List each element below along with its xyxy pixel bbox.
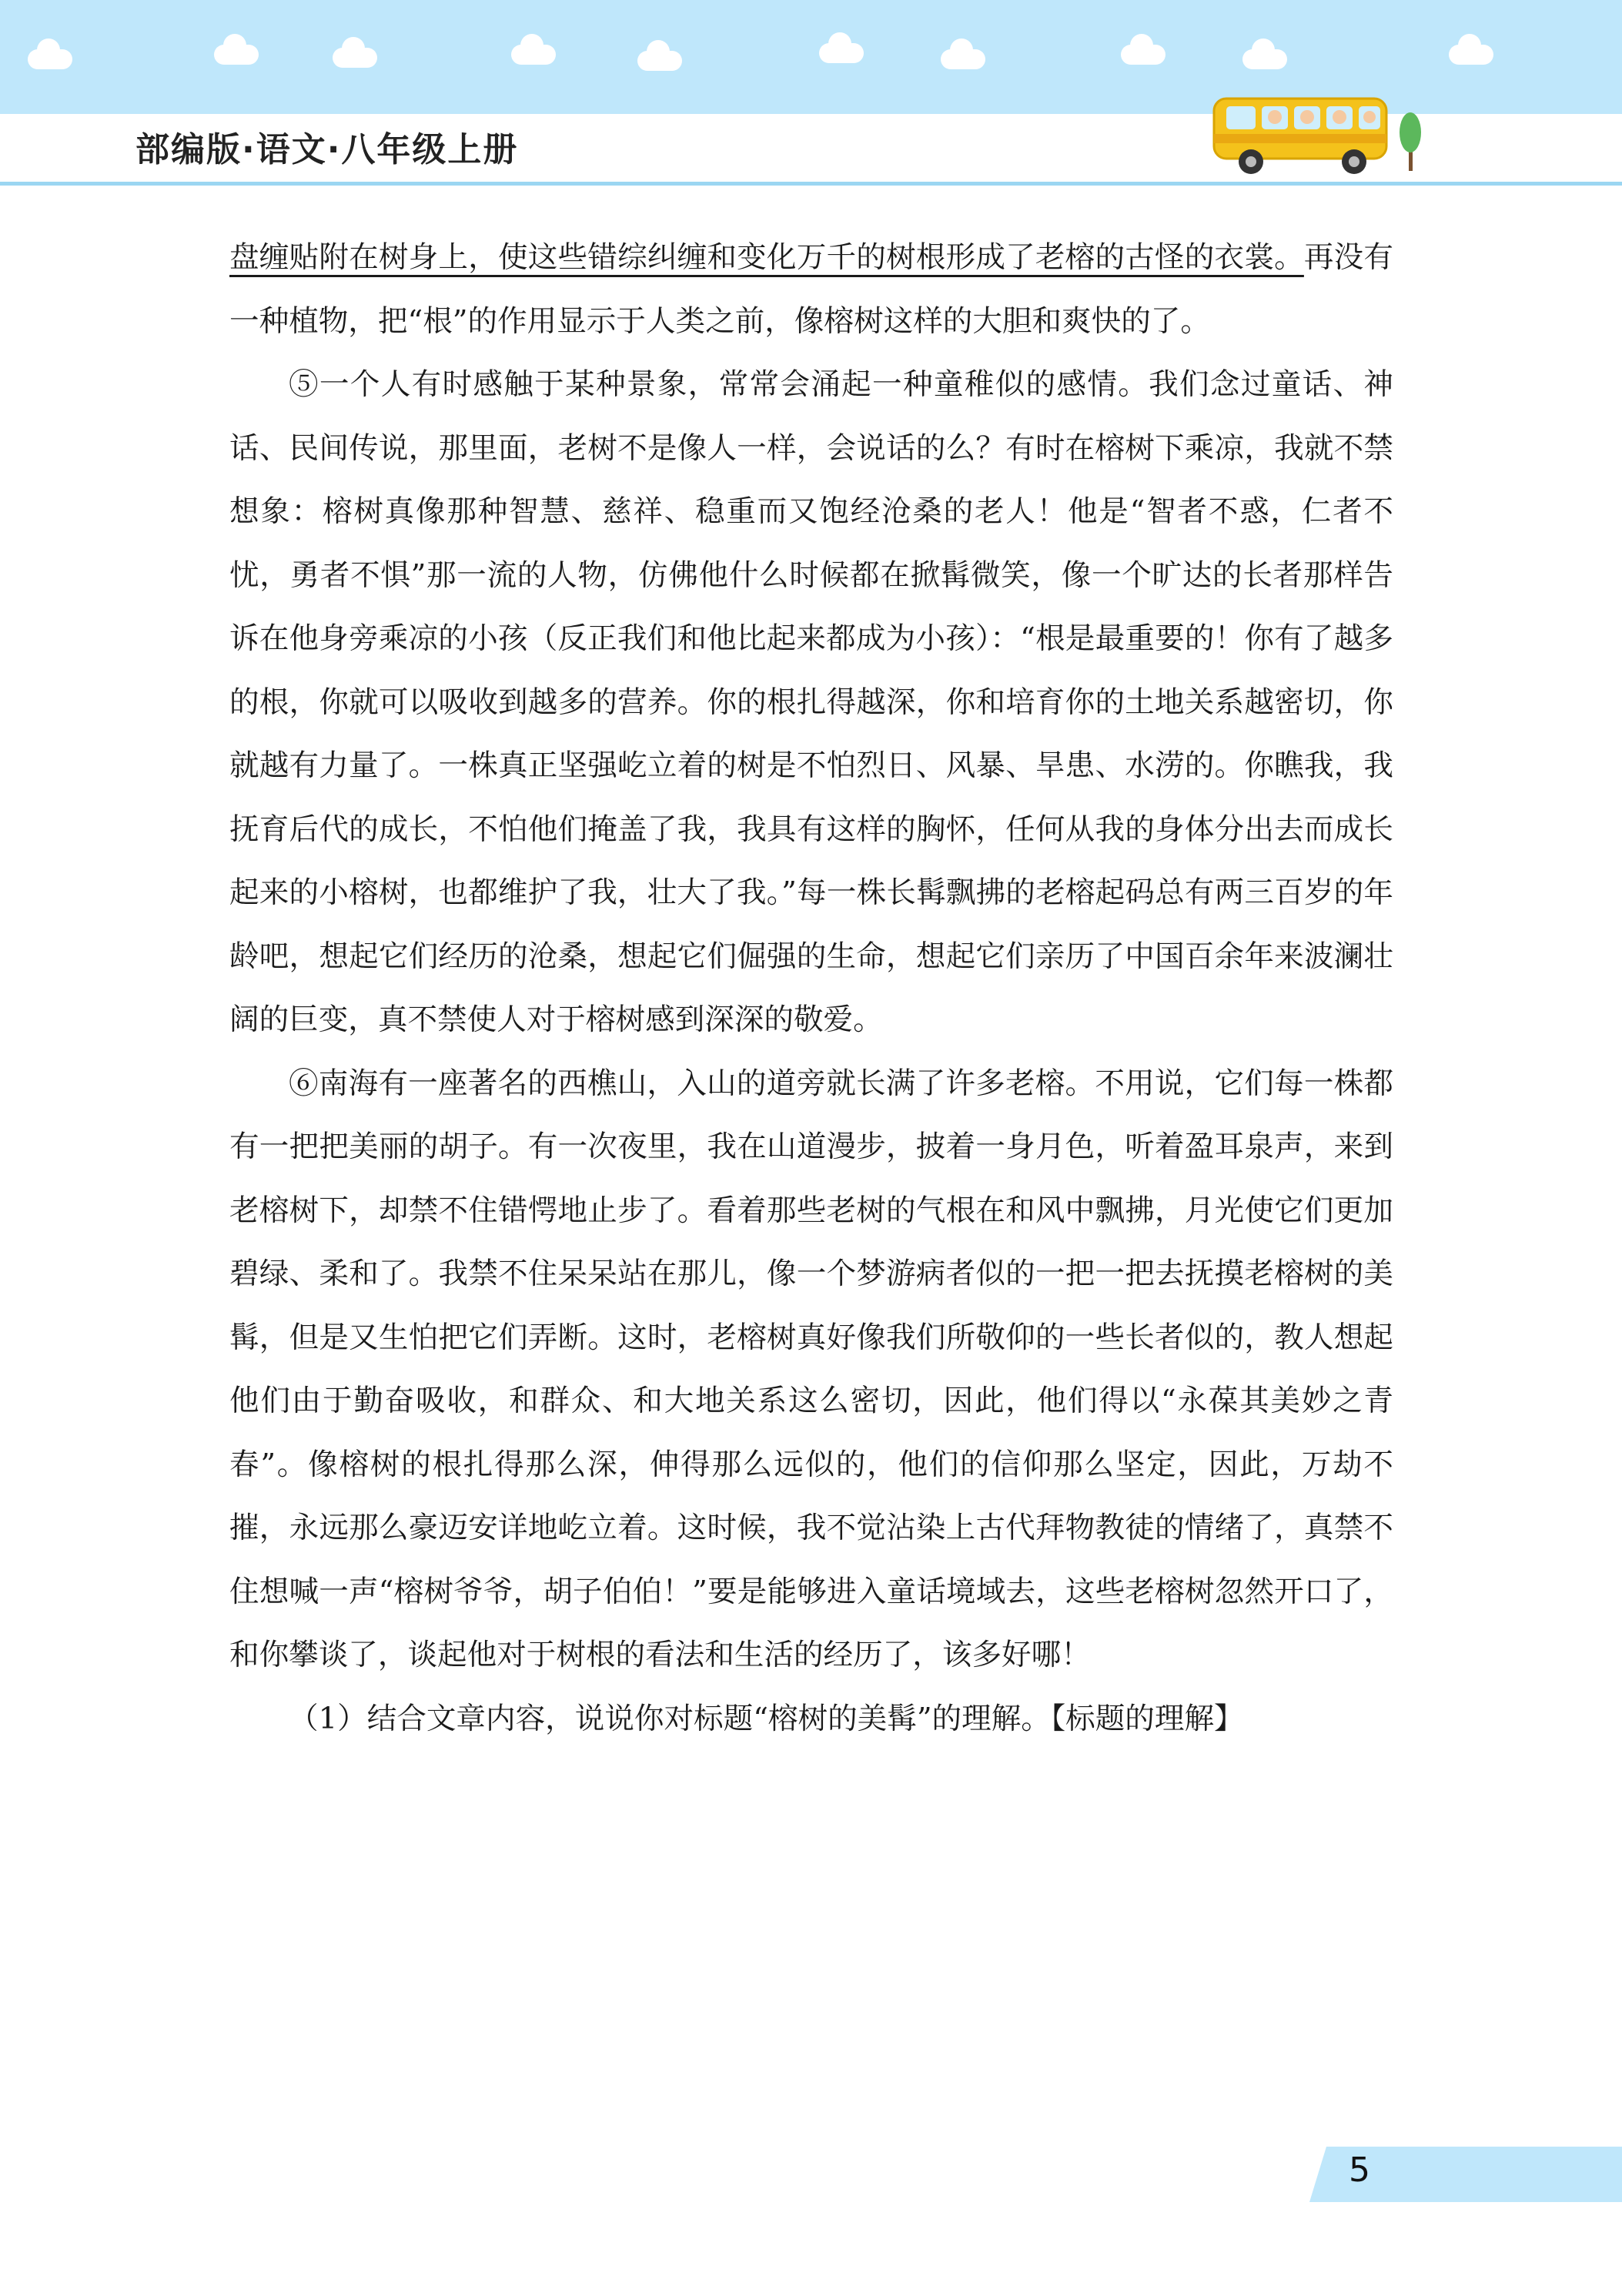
page-number: 5 [1349, 2150, 1370, 2190]
paragraph-text: 再没有一种植物，把“根”的作用显示于人类之前，像榕树这样的大胆和爽快的了。 [229, 240, 1394, 339]
cloud-icon [1449, 45, 1493, 65]
cloud-icon [511, 45, 556, 65]
school-bus-icon [1212, 91, 1428, 177]
paragraph-5: ⑤一个人有时感触于某种景象，常常会涌起一种童稚似的感情。我们念过童话、神话、民间传说，那里面，老树不是像人一样，会说话的么？有时在榕树下乘凉，我就不禁想象：榕树真像那种智慧、慈祥、稳重而又饱经沧桑的老人！他是“智者不惑，仁者不忧，勇者不惧”那一流的人物，仿佛他什么时候都在掀髯微笑，像一个旷达的长者那样告诉在他身旁乘凉的小孩（反正我们和他比起来都成为小孩）：“根是最重要的！你有了越多的根，你就可以吸收到越多的营养。你的根扎得越深，你和培育你的土地关系越密切，你就越有力量了。一株真正坚强屹立着的树是不怕烈日、风暴、旱患、水涝的。你瞧我，我抚育后代的成长，不怕他们掩盖了我，我具有这样的胸怀，任何从我的身体分出去而成长起来的小榕树，也都维护了我，壮大了我。”每一株长髯飘拂的老榕起码总有两三百岁的年龄吧，想起它们经历的沧桑，想起它们倔强的生命，想起它们亲历了中国百余年来波澜壮阔的巨变，真不禁使人对于榕树感到深深的敬爱。 [229, 367, 1393, 1037]
paragraph-continuation [229, 226, 1393, 353]
underlined-sentence: 盘缠贴附在树身上，使这些错综纠缠和变化万千的树根形成了老榕的古怪的衣裳。 [229, 240, 1304, 275]
question-1: （1）结合文章内容，说说你对标题“榕树的美髯”的理解。【标题的理解】 [289, 1701, 1244, 1736]
cloud-icon [819, 43, 864, 63]
cloud-icon [28, 49, 72, 69]
cloud-icon [941, 49, 985, 69]
article-body [229, 226, 1393, 1751]
paragraph-6: ⑥南海有一座著名的西樵山，入山的道旁就长满了许多老榕。不用说，它们每一株都有一把把美丽的胡子。有一次夜里，我在山道漫步，披着一身月色，听着盈耳泉声，来到老榕树下，却禁不住错愕地止步了。看着那些老树的气根在和风中飘拂，月光使它们更加碧绿、柔和了。我禁不住呆呆站在那儿，像一个梦游病者似的一把一把去抚摸老榕树的美髯，但是又生怕把它们弄断。这时，老榕树真好像我们所敬仰的一些长者似的，教人想起他们由于勤奋吸收，和群众、和大地关系这么密切，因此，他们得以“永葆其美妙之青春”。像榕树的根扎得那么深，伸得那么远似的，他们的信仰那么坚定，因此，万劫不摧，永远那么豪迈安详地屹立着。这时候，我不觉沾染上古代拜物教徒的情绪了，真禁不住想喊一声“榕树爷爷，胡子伯伯！”要是能够进入童话境域去，这些老榕树忽然开口了，和你攀谈了，谈起他对于树根的看法和生活的经历了，该多好哪！ [229, 1066, 1393, 1672]
header-title: 部编版·语文·八年级上册 [135, 130, 519, 169]
cloud-icon [333, 48, 377, 68]
cloud-icon [637, 51, 682, 71]
cloud-icon [1121, 45, 1165, 65]
cloud-icon [1242, 49, 1287, 69]
cloud-icon [214, 45, 259, 65]
tree-icon [1400, 112, 1421, 171]
